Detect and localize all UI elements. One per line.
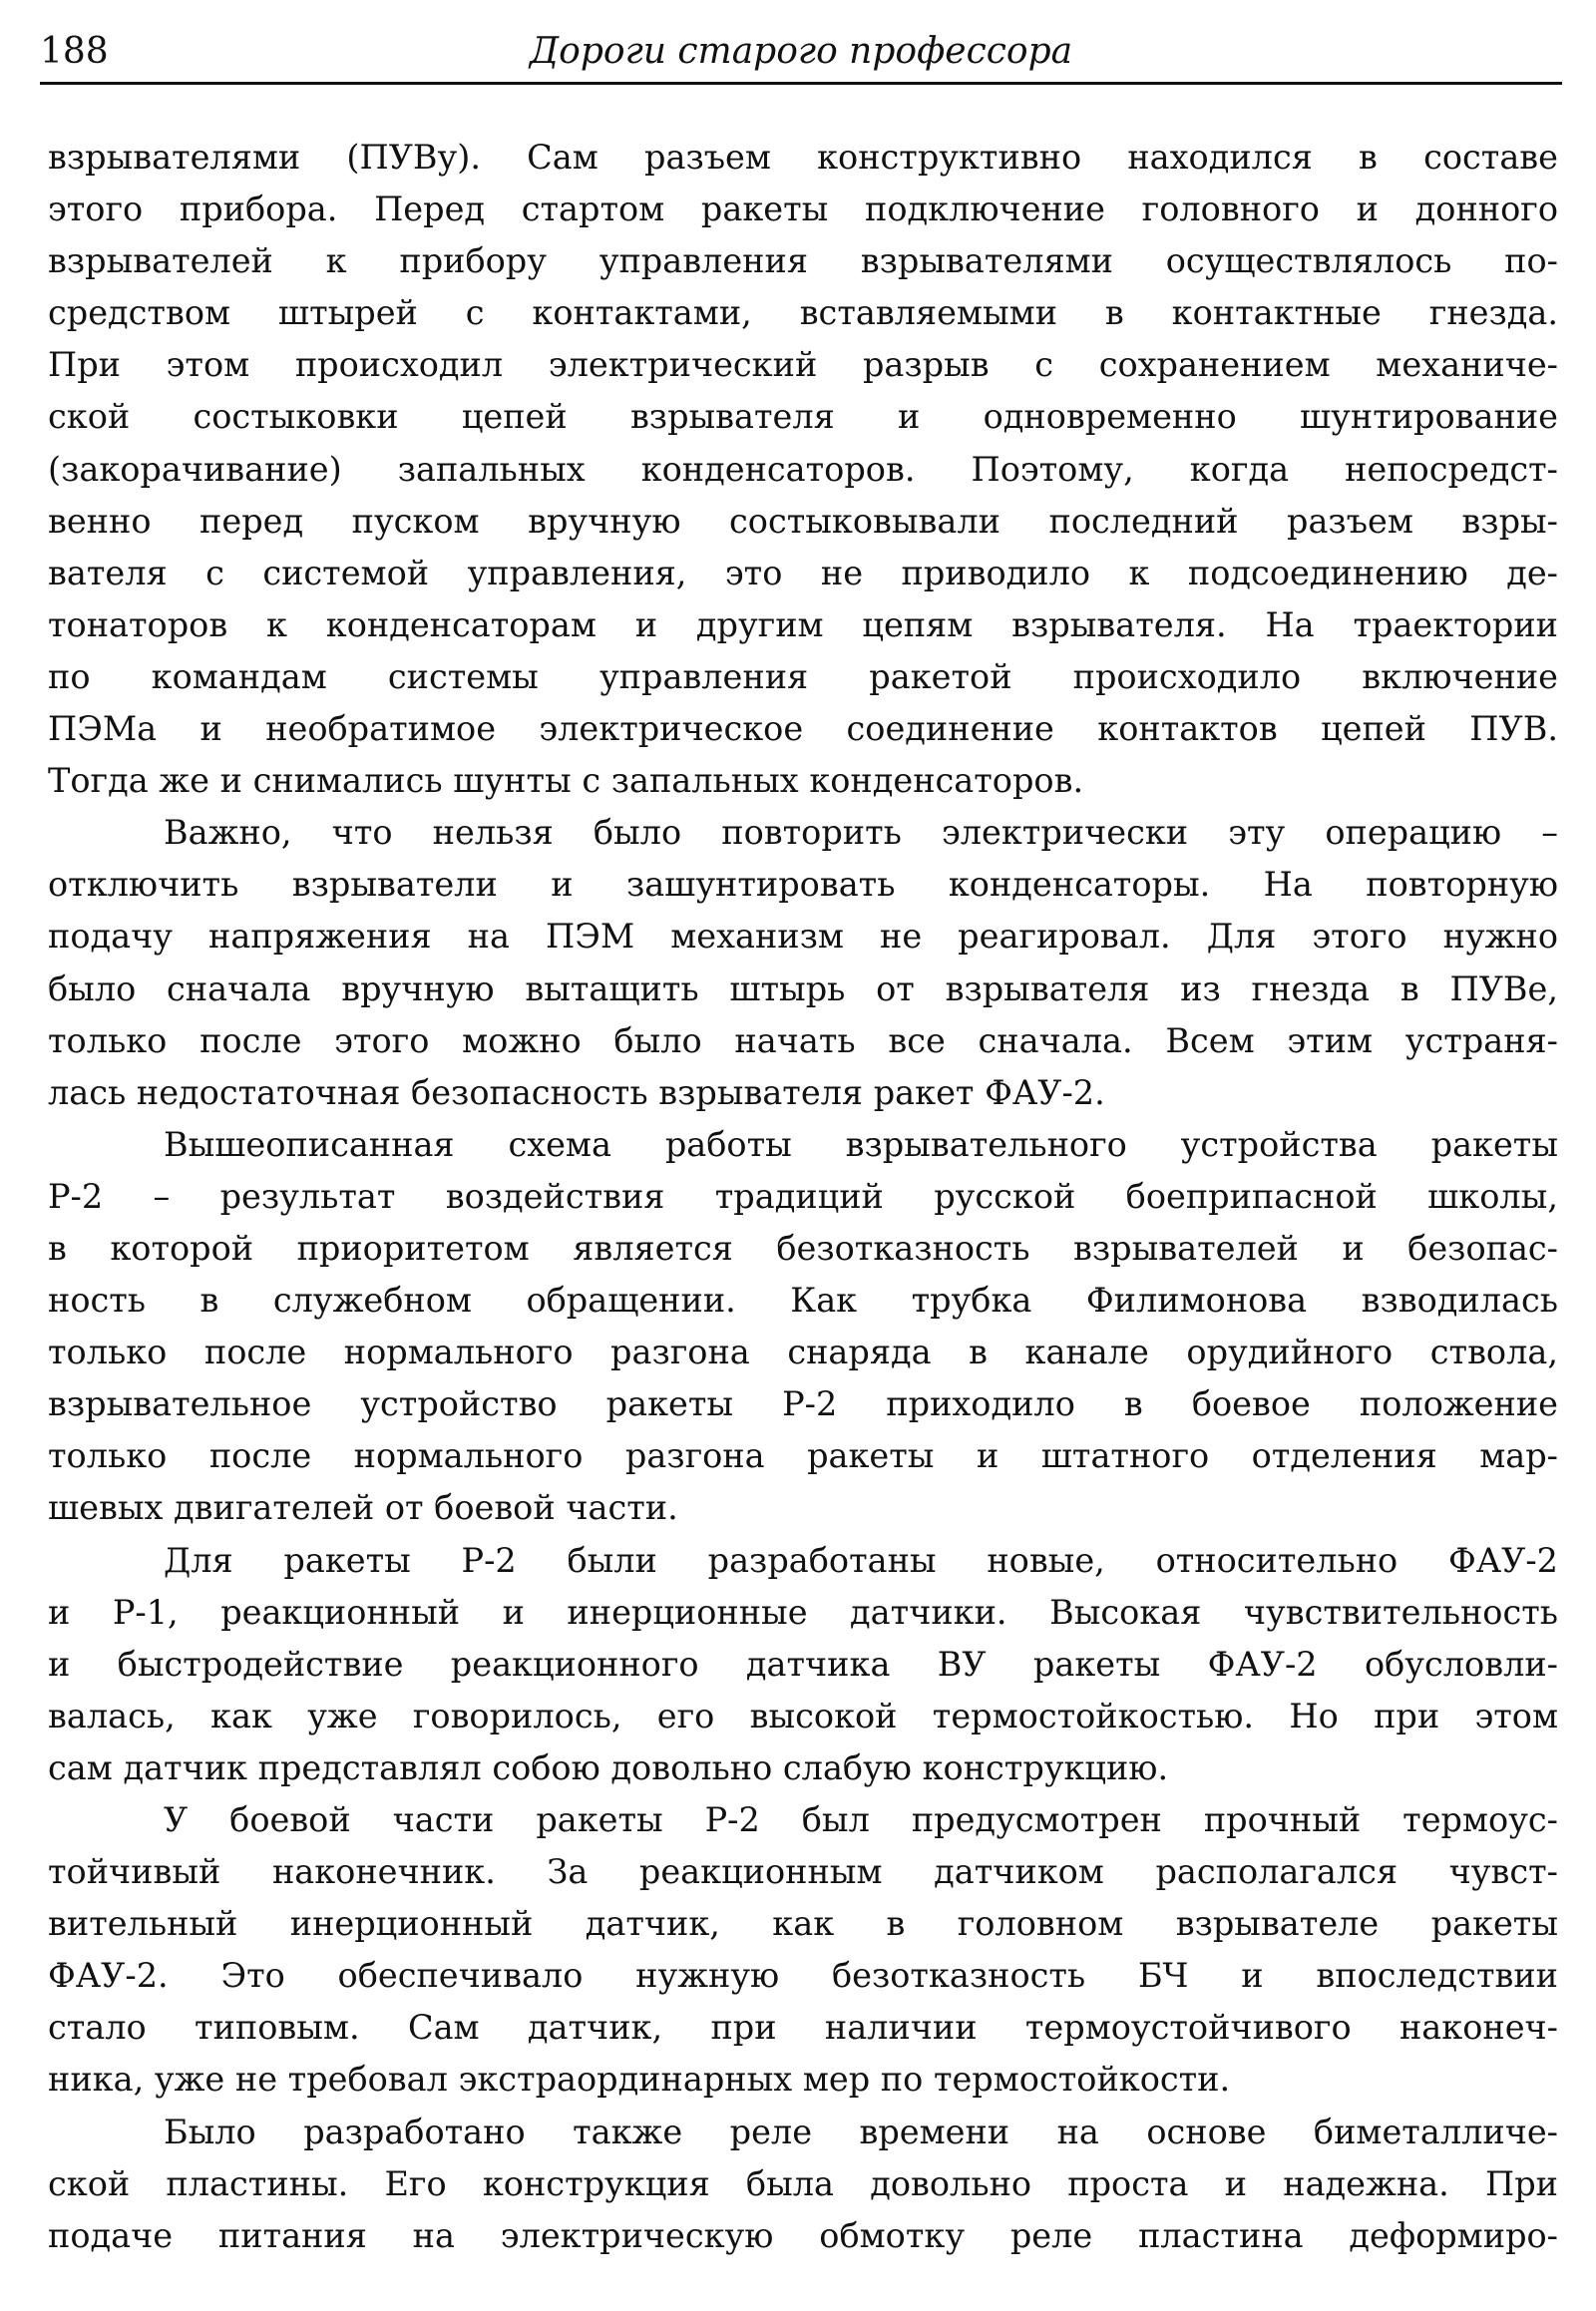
text-line: Р-2 – результат воздействия традиций русской боеприпасной школы, xyxy=(48,1176,1558,1216)
text-line: валась, как уже говорилось, его высокой термостойкостью. Но при этом xyxy=(48,1696,1558,1735)
text-line: Было разработано также реле времени на основе биметалличе- xyxy=(164,2112,1558,2151)
text-line: ника, уже не требовал экстраординарных мер по термостойкости. xyxy=(48,2060,1231,2100)
text-line: Важно, что нельзя было повторить электрически эту операцию – xyxy=(164,813,1558,853)
text-line: по командам системы управления ракетой происходило включение xyxy=(48,656,1558,696)
paragraph-6 xyxy=(48,2107,1558,2262)
text-line: лась недостаточная безопасность взрывателя ракет ФАУ-2. xyxy=(48,1072,1105,1112)
text-line: венно перед пуском вручную состыковывали последний разъем взры- xyxy=(48,501,1558,541)
text-line: только после нормального разгона снаряда в канале орудийного ствола, xyxy=(48,1333,1558,1372)
paragraph-3 xyxy=(48,1119,1558,1535)
text-line: тонаторов к конденсаторам и другим цепям взрывателя. На траектории xyxy=(48,604,1558,644)
text-line: взрывательное устройство ракеты Р-2 приходило в боевое положение xyxy=(48,1384,1558,1424)
text-line: вительный инерционный датчик, как в головном взрывателе ракеты xyxy=(48,1904,1558,1944)
paragraph-1 xyxy=(48,132,1558,807)
text-line: только после нормального разгона ракеты и штатного отделения мар- xyxy=(48,1436,1558,1476)
text-line: ФАУ-2. Это обеспечивало нужную безотказность БЧ и впоследствии xyxy=(48,1956,1558,1996)
paragraph-4 xyxy=(48,1535,1558,1794)
text-line: ПЭМа и необратимое электрическое соединение контактов цепей ПУВ. xyxy=(48,709,1558,749)
running-head xyxy=(40,28,1562,85)
text-line: ность в служебном обращении. Как трубка Филимонова взводилась xyxy=(48,1281,1558,1321)
text-line: подаче питания на электрическую обмотку реле пластина деформиро- xyxy=(48,2215,1558,2255)
text-line: только после этого можно было начать все сначала. Всем этим устраня- xyxy=(48,1020,1558,1060)
paragraph-5 xyxy=(48,1794,1558,2107)
text-line: было сначала вручную вытащить штырь от взрывателя из гнезда в ПУВе, xyxy=(48,968,1558,1008)
text-line: подачу напряжения на ПЭМ механизм не реагировал. Для этого нужно xyxy=(48,917,1558,957)
text-line: взрывателей к прибору управления взрывателями осуществлялось по- xyxy=(48,241,1558,281)
text-line: сам датчик представлял собою довольно слабую конструкцию. xyxy=(48,1747,1169,1787)
body-text xyxy=(48,132,1558,2262)
text-line: и быстродействие реакционного датчика ВУ ракеты ФАУ-2 обусловли- xyxy=(48,1644,1558,1684)
text-line: У боевой части ракеты Р-2 был предусмотрен прочный термоус- xyxy=(164,1800,1558,1839)
text-line: Для ракеты Р-2 были разработаны новые, относительно ФАУ-2 xyxy=(164,1540,1558,1580)
text-line: стало типовым. Сам датчик, при наличии термоустойчивого наконеч- xyxy=(48,2008,1558,2048)
text-line: в которой приоритетом является безотказность взрывателей и безопас- xyxy=(48,1228,1558,1268)
text-line: взрывателями (ПУВу). Сам разъем конструктивно находился в составе xyxy=(48,138,1558,177)
text-line: Тогда же и снимались шунты с запальных конденсаторов. xyxy=(48,761,1084,801)
text-line: ской состыковки цепей взрывателя и одновременно шунтирование xyxy=(48,397,1558,437)
text-line: При этом происходил электрический разрыв с сохранением механиче- xyxy=(48,345,1558,385)
text-line: (закорачивание) запальных конденсаторов. Поэтому, когда непосредст- xyxy=(48,449,1558,489)
book-title: Дороги старого профессора xyxy=(529,31,1073,72)
text-line: и Р-1, реакционный и инерционные датчики. Высокая чувствительность xyxy=(48,1592,1558,1632)
text-line: этого прибора. Перед стартом ракеты подключение головного и донного xyxy=(48,190,1558,229)
paragraph-2 xyxy=(48,807,1558,1119)
text-line: Вышеописанная схема работы взрывательного устройства ракеты xyxy=(164,1124,1558,1164)
text-line: ской пластины. Его конструкция была довольно проста и надежна. При xyxy=(48,2163,1558,2203)
text-line: шевых двигателей от боевой части. xyxy=(48,1488,678,1528)
page-number: 188 xyxy=(40,31,109,72)
text-line: тойчивый наконечник. За реакционным датчиком располагался чувст- xyxy=(48,1852,1558,1892)
text-line: средством штырей с контактами, вставляемыми в контактные гнезда. xyxy=(48,293,1558,333)
text-line: вателя с системой управления, это не приводило к подсоединению де- xyxy=(48,553,1558,592)
text-line: отключить взрыватели и зашунтировать конденсаторы. На повторную xyxy=(48,865,1558,905)
